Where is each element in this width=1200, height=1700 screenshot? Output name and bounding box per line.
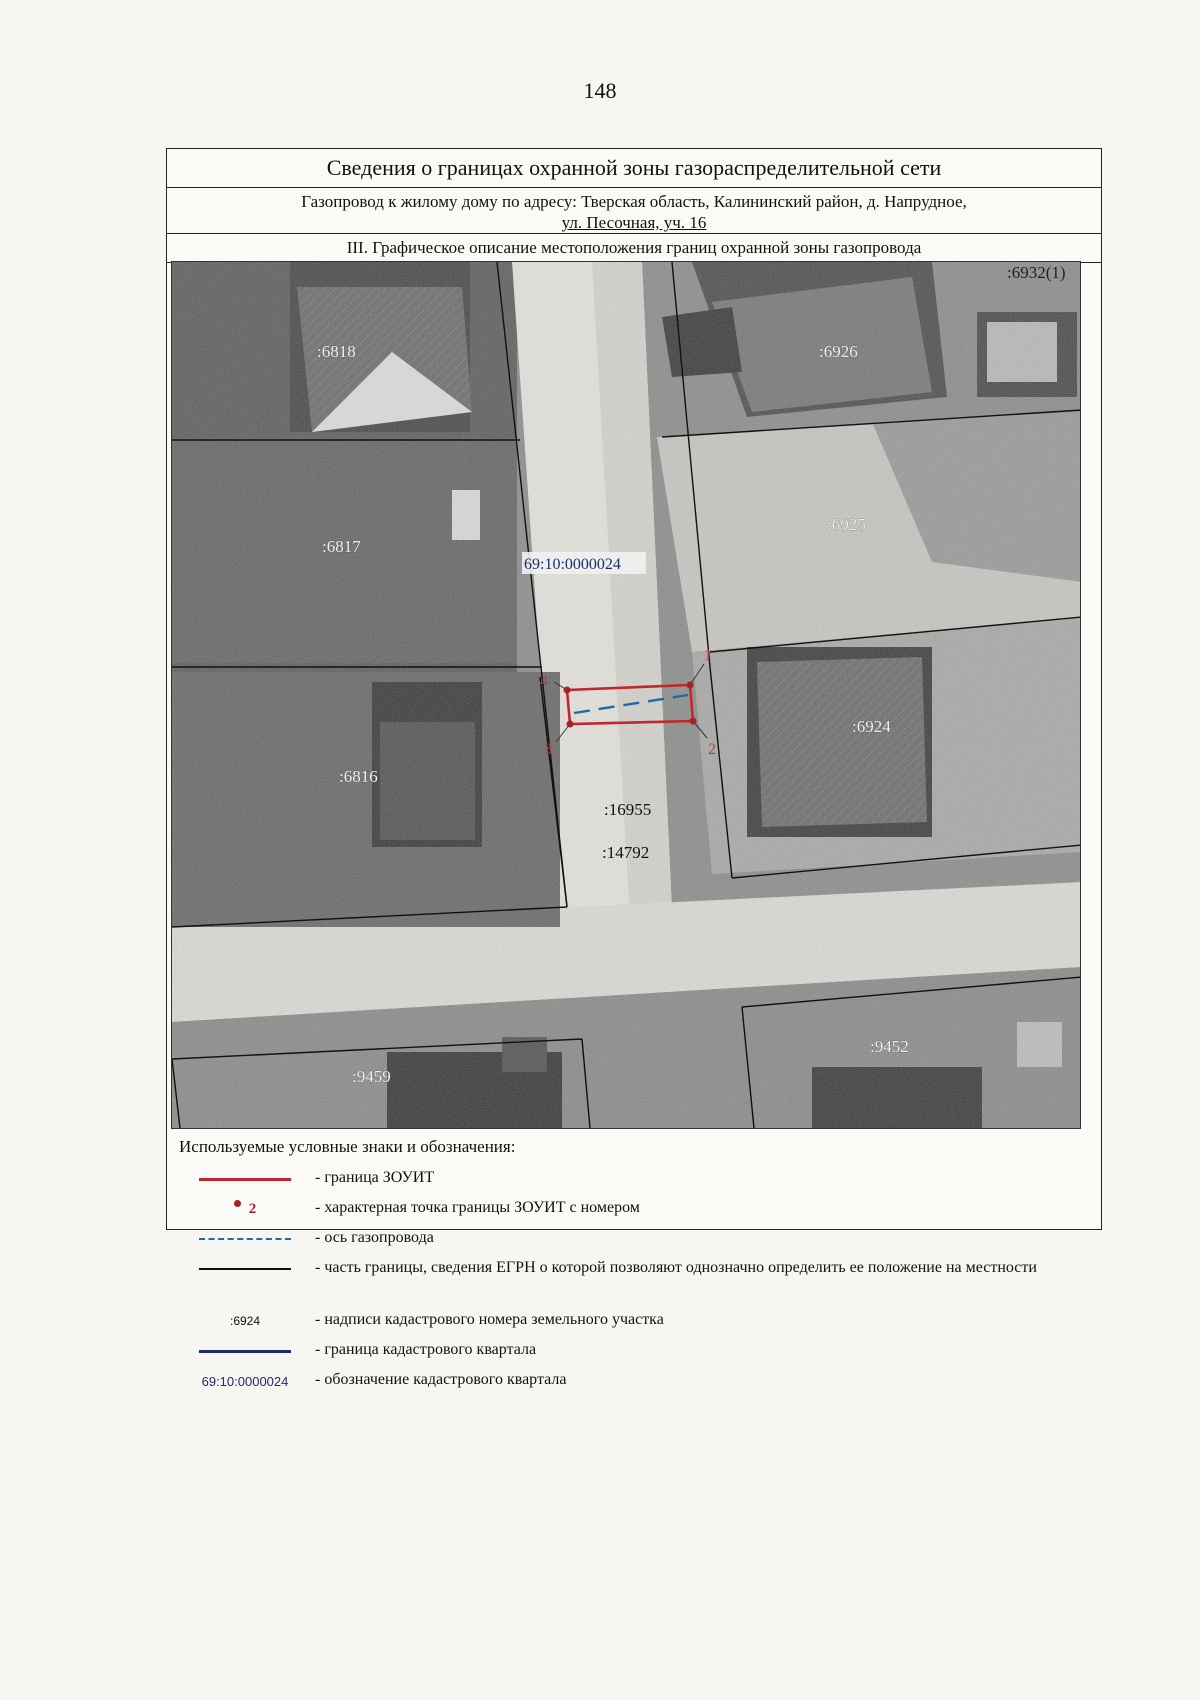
- parcel-label-9459: :9459: [352, 1067, 391, 1086]
- legend-text: - характерная точка границы ЗОУИТ с номером: [315, 1199, 640, 1216]
- dark-blue-line-symbol: [199, 1350, 291, 1353]
- legend-text: - обозначение кадастрового квартала: [315, 1371, 567, 1388]
- parcel-label-16955: :16955: [604, 800, 652, 819]
- point-2-marker: [690, 718, 697, 725]
- legend-item-pipe-axis: [175, 1227, 1085, 1257]
- legend-text: - надписи кадастрового номера земельного участка: [315, 1311, 664, 1328]
- legend: [175, 1131, 1085, 1399]
- legend-text: - часть границы, сведения ЕГРН о которой позволяют однозначно определить ее положение на местности: [315, 1259, 1037, 1276]
- parcel-label-6924: :6924: [852, 717, 891, 736]
- document-title: Сведения о границах охранной зоны газораспределительной сети: [167, 149, 1101, 188]
- parcel-label-6817: :6817: [322, 537, 361, 556]
- legend-text: - граница кадастрового квартала: [315, 1341, 537, 1358]
- parcel-label-14792: :14792: [602, 843, 650, 862]
- red-line-symbol: [199, 1178, 291, 1181]
- legend-heading: Используемые условные знаки и обозначения:: [179, 1137, 516, 1156]
- legend-item-quarter-label: [175, 1369, 1085, 1399]
- legend-item-zouit-point: [175, 1197, 1085, 1227]
- point-4-marker: [564, 687, 571, 694]
- parcel-label-6818: :6818: [317, 342, 356, 361]
- parcel-label-6816: :6816: [339, 767, 378, 786]
- parcel-label-6925: :6925: [827, 515, 866, 534]
- legend-item-zouit-boundary: [175, 1167, 1085, 1197]
- page-number: 148: [583, 78, 617, 103]
- parcel-label-6932: :6932(1): [1007, 263, 1066, 282]
- legend-text: - граница ЗОУИТ: [315, 1169, 435, 1186]
- object-line-1: Газопровод к жилому дому по адресу: Тверская область, Калининский район, д. Напрудное,: [301, 192, 967, 211]
- point-2-label: 2: [708, 741, 716, 758]
- parcel-label-9452: :9452: [870, 1037, 909, 1056]
- aerial-map: [172, 262, 1081, 1128]
- legend-text: - ось газопровода: [315, 1229, 434, 1246]
- document-frame: [166, 148, 1102, 1389]
- black-line-symbol: [199, 1268, 291, 1270]
- point-3-label: 3: [544, 741, 552, 758]
- parcel-label-6926: :6926: [819, 342, 858, 361]
- point-1-label: 1: [704, 647, 712, 664]
- point-4-label: 4: [540, 673, 548, 690]
- legend-item-quarter-boundary: [175, 1339, 1085, 1369]
- object-line-2: ул. Песочная, уч. 16: [561, 213, 707, 232]
- quarter-label: 69:10:0000024: [524, 556, 621, 573]
- cadastral-number-sample: :6924: [229, 1314, 261, 1328]
- legend-item-cadastral-number: [175, 1309, 1085, 1339]
- point-1-marker: [687, 682, 694, 689]
- object-description: [167, 188, 1101, 234]
- blue-dashed-line-symbol: [199, 1238, 291, 1240]
- legend-item-parcel-boundary: [175, 1257, 1085, 1309]
- map-panel: [171, 261, 1081, 1129]
- quarter-label-sample: 69:10:0000024: [201, 1373, 289, 1389]
- point-3-marker: [567, 721, 574, 728]
- section-heading: III. Графическое описание местоположения границ охранной зоны газопровода: [167, 234, 1101, 263]
- red-point-symbol: 2: [234, 1200, 257, 1218]
